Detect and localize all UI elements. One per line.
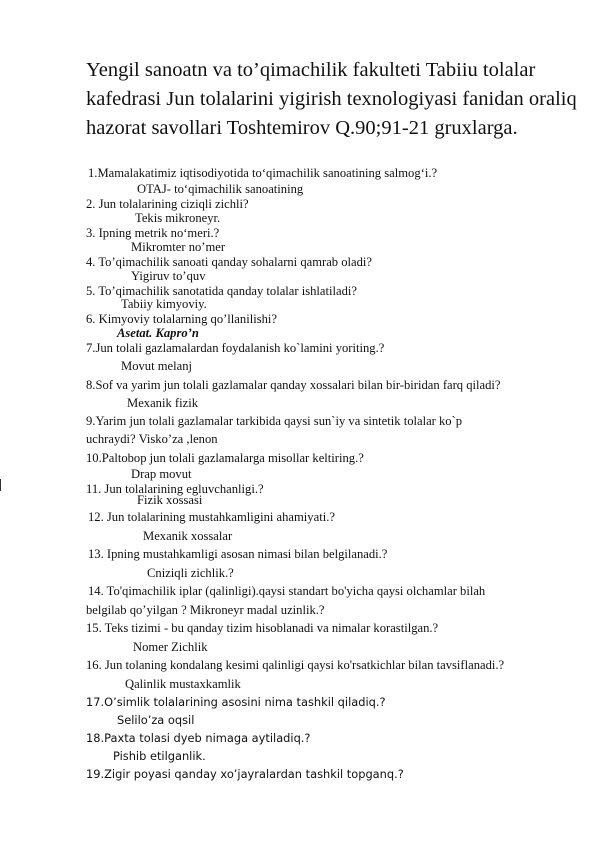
question-3: 3. Ipning metrik no‘meri.? [86,226,220,240]
question-18: 18.Paxta tolasi dyeb nimaga aytiladiq.? [86,731,311,745]
question-8: 8.Sof va yarim jun tolali gazlamalar qanday xossalari bilan bir-biridan farq qiladi? [86,378,501,392]
question-4: 4. To’qimachilik sanoati qanday sohalarni qamrab oladi? [86,255,373,269]
question-16: 16. Jun tolaning kondalang kesimi qalinligi qaysi ko'rsatkichlar bilan tavsiflanadi.? [86,658,505,672]
title-line-1: Yengil sanoatn va to’qimachilik fakulteti Tabiiu tolalar [86,59,536,81]
answer-17: Selilo’za oqsil [117,713,195,727]
answer-6: Asetat. Kapro’n [117,326,199,340]
answer-16: Qalinlik mustaxkamlik [125,677,241,691]
answer-7: Movut melanj [121,359,193,373]
title-line-3: hazorat savollari Toshtemirov Q.90;91-21 gruxlarga. [86,117,518,139]
answer-5: Tabiiy kimyoviy. [121,297,207,311]
question-14-continued: belgilab qo’yilgan ? Mikroneyr madal uzinlik.? [86,603,325,617]
answer-13: Cniziqli zichlik.? [147,566,234,580]
answer-1: OTAJ- to‘qimachilik sanoatining [137,182,304,196]
answer-12: Mexanik xossalar [143,529,233,543]
question-9: 9.Yarim jun tolali gazlamalar tarkibida qaysi sun`iy va sintetik tolalar ko`p [86,414,463,428]
answer-15: Nomer Zichlik [133,640,208,654]
question-5: 5. To’qimachilik sanotatida qanday tolalar ishlatiladi? [86,284,357,298]
question-6: 6. Kimyoviy tolalarning qo’llanilishi? [86,312,277,326]
answer-10: Drap movut [131,467,192,481]
question-2: 2. Jun tolalarining ciziqli zichli? [86,197,249,211]
title-line-2: kafedrasi Jun tolalarini yigirish texnologiyasi fanidan oraliq [86,88,577,110]
question-10: 10.Paltobop jun tolali gazlamalarga misollar keltiring.? [86,451,364,465]
question-9-continued: uchraydi? Visko’za ,lenon [86,432,218,446]
question-15: 15. Teks tizimi - bu qanday tizim hisoblanadi va nimalar korastilgan.? [86,621,439,635]
question-11: 11. Jun tolalarining egluvchanligi.? [86,482,264,496]
question-19: 19.Zigir poyasi qanday xo’jayralardan tashkil topganq.? [86,767,404,781]
answer-4: Yigiruv to’quv [131,269,206,283]
answer-8: Mexanik fizik [127,396,198,410]
document-title [86,56,576,143]
margin-mark [0,479,1,491]
question-7: 7.Jun tolali gazlamalardan foydalanish ko`lamini yoriting.? [86,341,385,355]
answer-18: Pishib etilganlik. [113,749,206,763]
question-14: 14. To'qimachilik iplar (qalinligi).qaysi standart bo'yicha qaysi olchamlar bilah [88,584,486,598]
question-13: 13. Ipning mustahkamligi asosan nimasi bilan belgilanadi.? [88,547,388,561]
answer-2: Tekis mikroneyr. [135,211,221,225]
answer-11: Fizik xossasi [137,493,203,507]
question-17: 17.O’simlik tolalarining asosini nima tashkil qiladiq.? [86,695,386,709]
question-12: 12. Jun tolalarining mustahkamligini ahamiyati.? [88,510,335,524]
answer-3: Mikromter no’mer [131,240,226,254]
question-1: 1.Mamalakatimiz iqtisodiyotida to‘qimachilik sanoatining salmog‘i.? [88,166,438,180]
